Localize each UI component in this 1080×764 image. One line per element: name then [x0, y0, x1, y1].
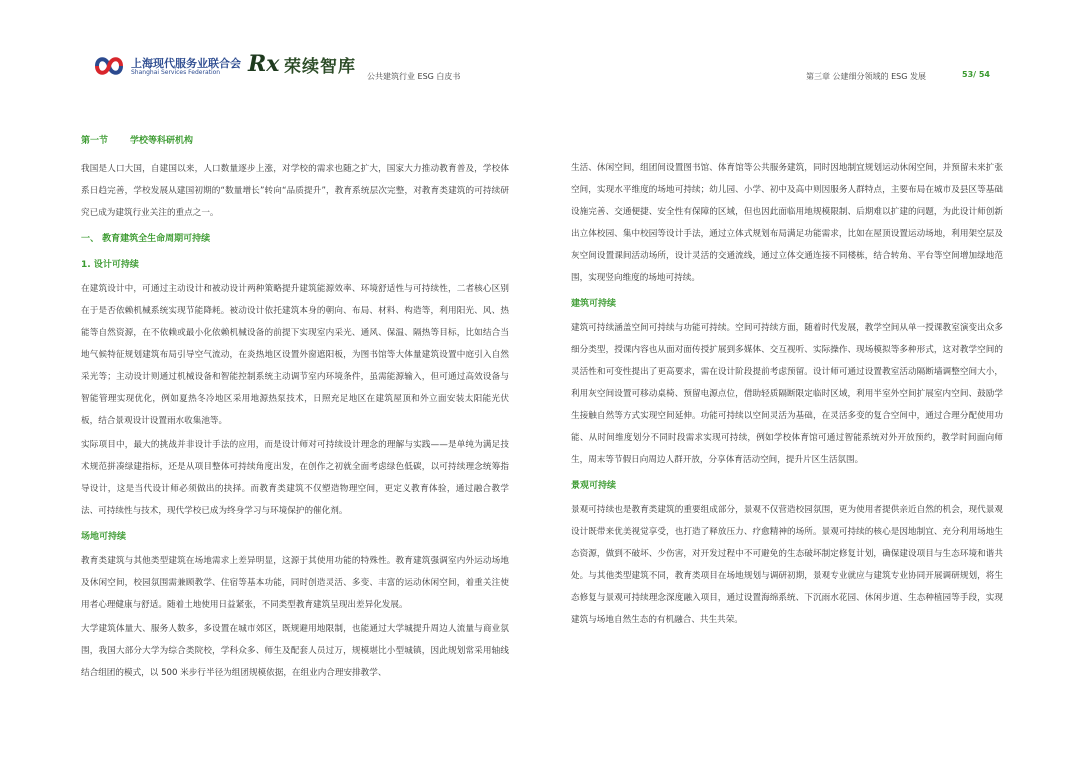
paragraph-design-challenge: 实际项目中，最大的挑战并非设计手法的应用，而是设计师对可持续设计理念的理解与实践——是单纯为满足技术规范拼凑绿建指标，还是从项目整体可持续角度出发，在创作之初就全面考虑绿色低碳，以可持续理念统筹指导设计，这是当代设计师必须做出的抉择。而教育类建筑不仅塑造物理空间，更定义教育体验，通过融合教学法、可持续性与技术，现代学校已成为终身学习与环境保护的催化剂。	[81, 440, 509, 516]
paragraph-design-strategies: 在建筑设计中，可通过主动设计和被动设计两种策略提升建筑能源效率、环境舒适性与可持续性，二者核心区别在于是否依赖机械系统实现节能降耗。被动设计依托建筑本身的朝向、布局、材料、构造等，利用阳光、风、热能等自然资源，在不依赖或最小化依赖机械设备的前提下实现室内采光、通风、保温、隔热等目标，比如结合当地气候特征规划建筑布局引导空气流动，在炎热地区设置外窗遮阳板，为图书馆等大体量建筑设置中庭引入自然采光等；主动设计则通过机械设备和智能控制系统主动调节室内环境条件，虽需能源输入，但可通过高效设备与智能管理实现优化，例如夏热冬冷地区采用地源热泵技术，日照充足地区在建筑屋顶和外立面安装太阳能光伏板，结合景观设计设置雨水收集池等。	[81, 284, 509, 426]
section-title: 学校等科研机构	[130, 136, 194, 146]
heading-lifecycle: 一、 教育建筑全生命周期可持续	[81, 234, 211, 244]
rx-logo-icon: Rx	[248, 51, 280, 77]
doc-title: 公共建筑行业 ESG 白皮书	[367, 72, 461, 81]
page-number: 53/ 54	[962, 70, 990, 79]
org-name-en: Shanghai Services Federation	[131, 69, 221, 76]
page-header	[0, 0, 1080, 100]
intro-paragraph: 我国是人口大国，自建国以来，人口数量逐步上涨，对学校的需求也随之扩大，国家大力推动教育普及，学校体系日趋完善，学校发展从建国初期的“数量增长”转向“品质提升”，教育系统层次完整，对教育类建筑的可持续研究已成为建筑行业关注的重点之一。	[81, 164, 509, 218]
section-number: 第一节	[81, 136, 109, 146]
left-column	[81, 130, 509, 686]
federation-logo-icon	[94, 53, 124, 79]
heading-building: 建筑可持续	[571, 299, 617, 309]
paragraph-landscape: 景观可持续也是教育类建筑的重要组成部分，景观不仅营造校园氛围，更为使用者提供亲近自然的机会，现代景观设计既带来优美视觉享受，也打造了释放压力、疗愈精神的场所。景观可持续的核心是因地制宜、充分利用场地生态资源，做到不破坏、少伤害，对开发过程中不可避免的生态破坏制定修复计划，确保建设项目与生态环境和谐共处。与其他类型建筑不同，教育类项目在场地规划与调研初期，景观专业就应与建筑专业协同开展调研规划，将生态修复与景观可持续理念深度融入项目，通过设置海绵系统、下沉雨水花园、休闲步道、生态种植园等手段，实现建筑与场地自然生态的有机融合、共生共荣。	[571, 505, 1003, 625]
org-name-cn: 上海现代服务业联合会	[131, 57, 241, 70]
right-column	[571, 157, 1003, 633]
heading-design: 1. 设计可持续	[81, 260, 139, 270]
paragraph-university: 大学建筑体量大、服务人数多，多设置在城市郊区，既规避用地限制，也能通过大学城提升周边人流量与商业氛围，我国大部分大学为综合类院校，学科众多、师生及配套人员过万，规模堪比小型城镇，因此规划常采用轴线结合组团的模式，以 500 米步行半径为组团规模依据，在组业内合理安排教学、	[81, 624, 509, 678]
section-heading	[81, 130, 509, 152]
heading-site: 场地可持续	[81, 532, 127, 542]
heading-landscape: 景观可持续	[571, 481, 617, 491]
paragraph-building: 建筑可持续涵盖空间可持续与功能可持续。空间可持续方面，随着时代发展，教学空间从单一授课教室演变出众多细分类型，授课内容也从面对面传授扩展到多媒体、交互视听、实际操作、现场模拟等多种形式，这对教学空间的灵活性和可变性提出了更高要求，需在设计阶段提前考虑预留。设计师可通过设置教室活动隔断墙调整空间大小，利用灰空间设置可移动桌椅、预留电源点位，借助轻质隔断限定临时区域，利用半室外空间扩展室内空间、鼓励学生接触自然等方式实现空间延伸。功能可持续以空间灵活为基础，在灵活多变的复合空间中，通过合理分配使用功能、从时间维度划分不同时段需求实现可持续，例如学校体育馆可通过智能系统对外开放预约，教学时间面向师生，周末等节假日向周边人群开放，分享体育活动空间，提升片区生活氛围。	[571, 323, 1003, 465]
chapter-title: 第三章 公建细分领域的 ESG 发展	[806, 72, 926, 81]
paragraph-site-continued: 生活、休闲空间，组团间设置图书馆、体育馆等公共服务建筑，同时因地制宜规划运动休闲空间，并预留未来扩张空间，实现水平维度的场地可持续；幼儿园、小学、初中及高中则因服务人群特点，主要布局在城市及县区等基础设施完善、交通便捷、安全性有保障的区域，但也因此面临用地规模限制、后期难以扩建的问题，为此设计师创新出立体校园、集中校园等设计手法，通过立体式规划布局满足功能需求，比如在屋顶设置运动场地，利用架空层及灰空间设置课间活动场所，设计灵活的交通流线，通过立体交通连接不同楼栋，结合转角、平台等空间增加绿地范围，实现竖向维度的场地可持续。	[571, 163, 1003, 283]
brand-name: 荣续智库	[284, 57, 356, 77]
paragraph-site: 教育类建筑与其他类型建筑在场地需求上差异明显，这源于其使用功能的特殊性。教育建筑强调室内外运动场地及休闲空间，校园氛围需兼顾教学、住宿等基本功能，同时创造灵活、多变、丰富的运动休闲空间，着重关注使用者心理健康与舒适。随着土地使用日益紧张，不同类型教育建筑呈现出差异化发展。	[81, 556, 509, 610]
